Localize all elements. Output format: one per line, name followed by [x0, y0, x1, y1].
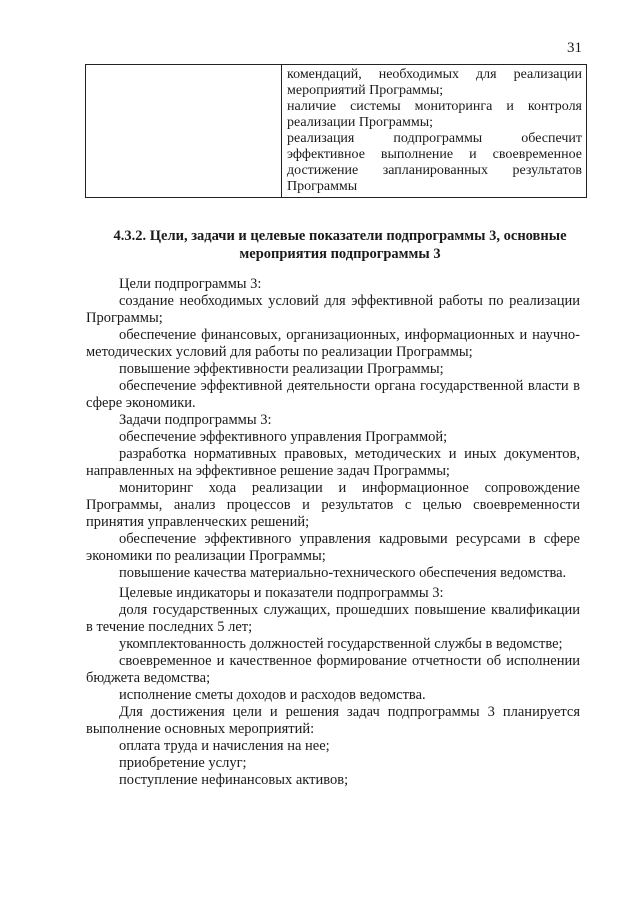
table-cell-left [86, 65, 282, 198]
page-number: 31 [567, 40, 582, 56]
paragraph: Цели подпрограммы 3: [119, 276, 262, 292]
paragraph: Для достижения цели и решения задач подпрограммы 3 планируется выполнение основных мероприятий: [86, 704, 580, 737]
table-cell-right [282, 65, 587, 198]
paragraph: доля государственных служащих, прошедших повышение квалификации в течение последних 5 лет; [86, 602, 580, 635]
paragraph: обеспечение финансовых, организационных, информационных и научно-методических условий для работы по реализации Программы; [86, 327, 580, 360]
paragraph: Целевые индикаторы и показатели подпрограммы 3: [119, 585, 444, 601]
paragraph: обеспечение эффективной деятельности органа государственной власти в сфере экономики. [86, 378, 580, 411]
continuation-table [85, 64, 587, 198]
paragraph: повышение качества материально-технического обеспечения ведомства. [119, 565, 567, 581]
body-text [86, 276, 580, 789]
paragraph: создание необходимых условий для эффективной работы по реализации Программы; [86, 293, 580, 326]
paragraph: исполнение сметы доходов и расходов ведомства. [119, 687, 426, 703]
paragraph: обеспечение эффективного управления Программой; [119, 429, 448, 445]
paragraph: укомплектованность должностей государственной службы в ведомстве; [119, 636, 563, 652]
paragraph: поступление нефинансовых активов; [119, 772, 349, 788]
section-heading [90, 227, 590, 263]
table-text: реализация подпрограммы обеспечит эффективное выполнение и своевременное достижение запланированных результатов Программы [287, 131, 582, 194]
table-text: комендаций, необходимых для реализации мероприятий Программы; [287, 67, 582, 98]
paragraph: повышение эффективности реализации Программы; [119, 361, 444, 377]
table-row [86, 65, 587, 198]
paragraph: оплата труда и начисления на нее; [119, 738, 330, 754]
table-text: наличие системы мониторинга и контроля реализации Программы; [287, 99, 582, 130]
paragraph: приобретение услуг; [119, 755, 247, 771]
paragraph: Задачи подпрограммы 3: [119, 412, 272, 428]
section-heading-line: мероприятия подпрограммы 3 [239, 246, 441, 262]
paragraph: разработка нормативных правовых, методических и иных документов, направленных на эффективное решение задач Программы; [86, 446, 580, 479]
paragraph: своевременное и качественное формирование отчетности об исполнении бюджета ведомства; [86, 653, 580, 686]
paragraph: обеспечение эффективного управления кадровыми ресурсами в сфере экономики по реализации Программы; [86, 531, 580, 564]
paragraph: мониторинг хода реализации и информационное сопровождение Программы, анализ процессов и результатов с целью своевременности принятия управленческих решений; [86, 480, 580, 530]
section-heading-line: 4.3.2. Цели, задачи и целевые показатели подпрограммы 3, основные [113, 228, 567, 244]
